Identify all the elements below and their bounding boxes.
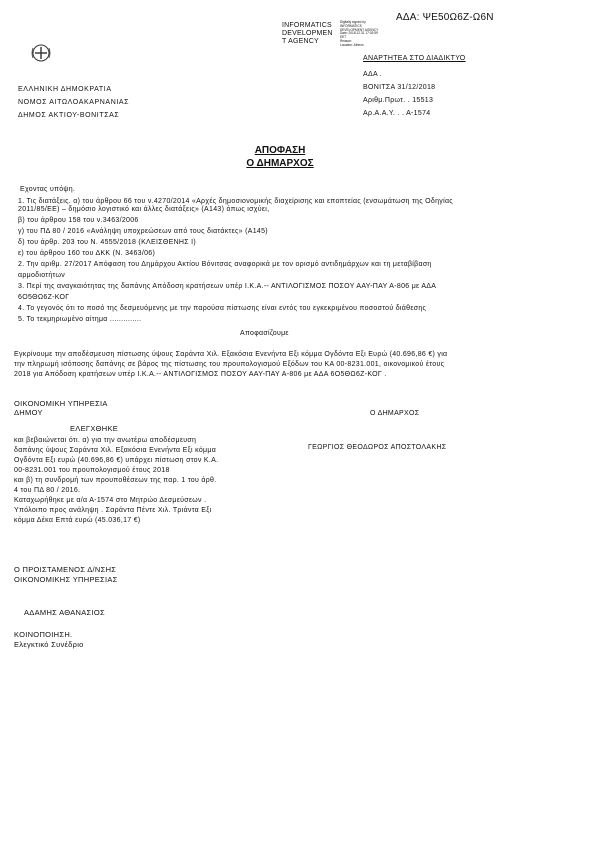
mayor-title: Ο ΔΗΜΑΡΧΟΣ [370, 410, 420, 417]
notification-recipients: ΚΟΙΝΟΠΟΙΗΣΗ. Ελεγκτικό Συνέδριο [14, 630, 84, 649]
list-item: αρμοδιοτήτων [18, 272, 66, 279]
list-item: δ) του άρθρ. 203 του Ν. 4555/2018 (ΚΛΕΙΣΘΕΝΗΣ Ι) [18, 239, 197, 246]
head-of-economic-service: Ο ΠΡΟΙΣΤΑΜΕΝΟΣ Δ/ΝΣΗΣ ΟΙΚΟΝΟΜΙΚΗΣ ΥΠΗΡΕΣΙΑΣ [14, 565, 118, 584]
considerations-list [18, 198, 453, 324]
issuer-header [18, 83, 129, 122]
approval-paragraph: Εγκρίνουμε την αποδέσμευση πίστωσης ύψους Σαράντα Χιλ. Εξακόσια Ενενήντα Εξι κόμμα Ογδόντα Εξι Ευρώ (40.696,86 €) για την πληρωμή ισόποσης δαπάνης σε βάρος της πίστωσης του προυπολογισμού Εξόδων του ΚΑ 00-8231.001, οικονομικού έτους 2018 για Απόδοση κρατήσεων υπέρ Ι.Κ.Α.-- ΑΝΤΙΛΟΓΙΣΜΟΣ ΠΟΣΟΥ ΑΑΥ-ΠΑΥ Α-806 με ΑΔΑ 6Ο5ΘΩ6Ζ-ΚΟΓ . [14, 351, 448, 378]
list-item: 5. Το τεκμηριωμένο αίτημα .............. [18, 316, 142, 323]
list-item: 1. Τις διατάξεις. α) του άρθρου 66 του ν.4270/2014 «Αρχές δημοσιονομικής διαχείρισης και εποπτείας (ενσωμάτωση της Οδηγίας [18, 198, 453, 205]
reference-line: Αρ.Α.Α.Υ. . . Α-1574 [363, 110, 431, 117]
list-item: β) του άρθρου 158 του ν.3463/2006 [18, 217, 139, 224]
list-item: 2. Την αριθμ. 27/2017 Απόφαση του Δημάρχου Ακτίου Βόνιτσας αναφορικά με τον ορισμό αντιδημάρχων και τη μεταβίβαση [18, 261, 432, 268]
ada-code-top: ΑΔΑ: ΨΕ50Ω6Ζ-Ω6Ν [396, 12, 494, 23]
head-signatory-name: ΑΔΑΜΗΣ ΑΘΑΝΑΣΙΟΣ [24, 608, 105, 617]
checked-stamp: ΕΛΕΓΧΘΗΚΕ [70, 424, 119, 433]
list-item: 3. Περί της αναγκαιότητας της δαπάνης Απόδοση κρατήσεων υπέρ Ι.Κ.Α.-- ΑΝΤΙΛΟΓΙΣΜΟΣ ΠΟΣΟΥ ΑΑΥ-ΠΑΥ Α-806 με ΑΔΑ [18, 283, 437, 290]
list-item: γ) του ΠΔ 80 / 2016 «Ανάληψη υποχρεώσεων από τους διατάκτες» (Α145) [18, 228, 268, 235]
agency-line: INFORMATICS [282, 22, 332, 29]
document-title: ΑΠΟΦΑΣΗ [254, 145, 306, 156]
considering-heading: Εχοντας υπόψη. [20, 186, 76, 193]
issuer-line: ΕΛΛΗΝΙΚΗ ΔΗΜΟΚΡΑΤΙΑ [18, 86, 112, 93]
list-item: 6Ο5ΘΩ6Ζ-ΚΟΓ [18, 294, 70, 301]
list-item: 4. Το γεγονός ότι το ποσό της δεσμευόμενης με την παρούσα πίστωσης είναι εντός του εγκεκριμένου ποσοστού διάθεσης [18, 305, 427, 312]
upload-to-internet-label: ΑΝΑΡΤΗΤΕΑ ΣΤΟ ΔΙΑΔΙΚΤΥΟ [363, 55, 466, 62]
reference-header [363, 68, 435, 120]
greek-emblem-icon [30, 42, 52, 64]
agency-line: DEVELOPMEN [282, 30, 333, 37]
signature-details: Digitally signed by INFORMATICS DEVELOPMENT AGENCY Date: 2018.12.31 17:03:59 EET Reason: Location: Athens [340, 20, 379, 47]
mayor-name: ΓΕΩΡΓΙΟΣ ΘΕΟΔΩΡΟΣ ΑΠΟΣΤΟΛΑΚΗΣ [308, 444, 447, 451]
list-item: 2011/85/ΕΕ) – δημόσιο λογιστικό και άλλες διατάξεις» (Α143) όπως ισχύει, [18, 206, 270, 213]
issuer-line: ΔΗΜΟΣ ΑΚΤΙΟΥ-ΒΟΝΙΤΣΑΣ [18, 112, 120, 119]
decision-heading: Αποφασίζουμε [240, 330, 289, 337]
issuer-line: ΝΟΜΟΣ ΑΙΤΩΛΟΑΚΑΡΝΑΝΙΑΣ [18, 99, 130, 106]
reference-line: Αριθμ.Πρωτ. . 15513 [363, 97, 434, 104]
signature-agency [282, 22, 333, 46]
economic-service: ΟΙΚΟΝΟΜΙΚΗ ΥΠΗΡΕΣΙΑ ΔΗΜΟΥ [14, 399, 108, 417]
reference-line: ΒΟΝΙΤΣΑ 31/12/2018 [363, 84, 436, 91]
reference-line: ΑΔΑ . [363, 71, 383, 78]
certification-paragraph: και βεβαιώνεται ότι. α) για την ανωτέρω αποδέσμευση δαπάνης ύψους Σαράντα Χιλ. Εξακόσια Ενενήντα Εξι κόμμα Ογδόντα Εξι ευρώ (40.696,86 €) υπάρχει πίστωση στον Κ.Α. 00-8231.001 του προυπολογισμού έτους 2018 και β) τη συνδρομή των προυποθέσεων της παρ. 1 του άρθ. 4 του ΠΔ 80 / 2016. Καταχωρήθηκε με α/α Α-1574 στο Μητρώο Δεσμεύσεων . Υπόλοιπο προς ανάληψη . Σαράντα Πέντε Χιλ. Τριάντα Εξι κόμμα Δέκα Επτά ευρώ (45.036,17 €) [14, 437, 219, 524]
agency-line: T AGENCY [282, 38, 319, 45]
document-subtitle: Ο ΔΗΜΑΡΧΟΣ [246, 158, 314, 169]
list-item: ε) του άρθρου 160 του ΔΚΚ (Ν. 3463/06) [18, 250, 156, 257]
